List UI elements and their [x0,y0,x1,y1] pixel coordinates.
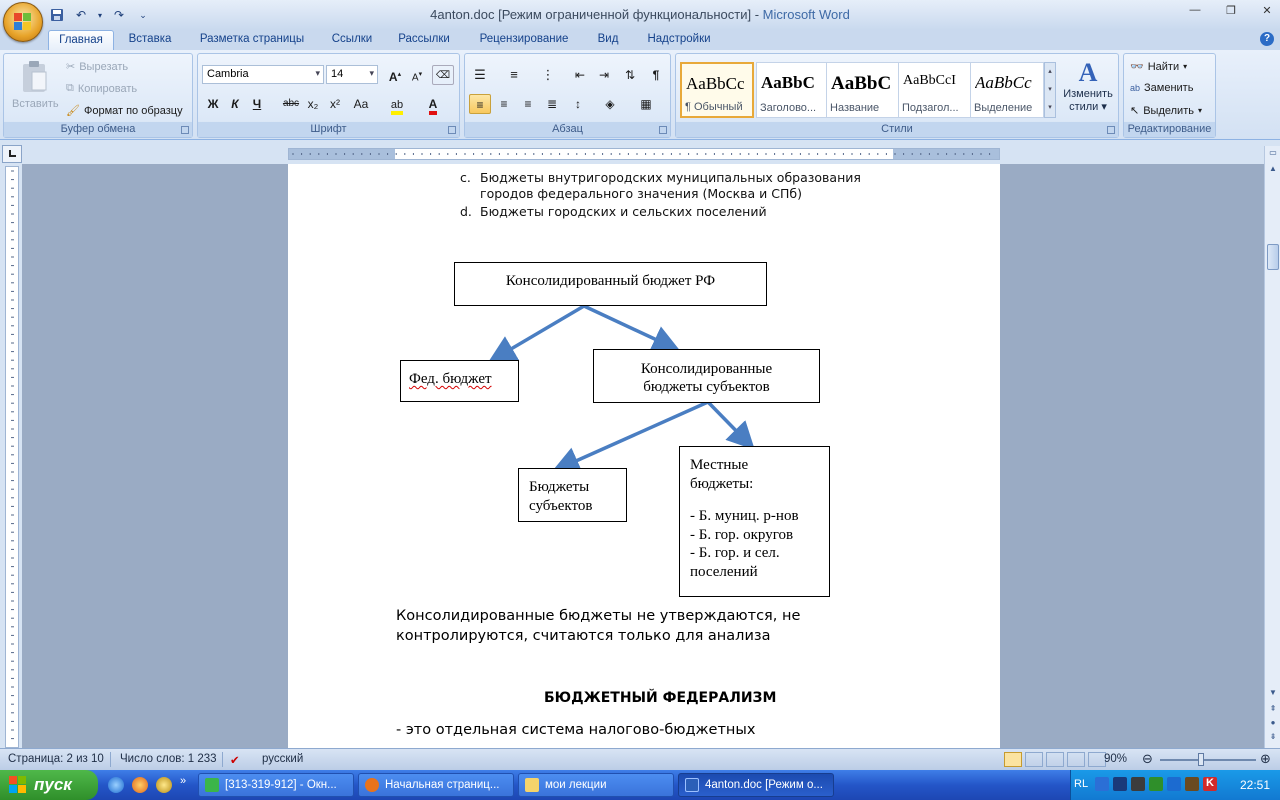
language-indicator[interactable]: русский [262,753,304,765]
style-sample: AaBbCcI [903,73,956,88]
diagram-box-text: субъектов [529,498,593,514]
diagram-box-subjects-consolidated [593,349,820,403]
taskbar-button-label: [313-319-912] - Окн... [225,779,337,791]
multilevel-list-icon[interactable]: ⋮ [541,67,555,82]
web-layout-icon[interactable] [1046,752,1064,767]
diagram-box-text: - Б. муниц. р-нов [690,508,799,524]
select-label: Выделить [1143,104,1194,117]
ruler-toggle-icon[interactable]: ▭ [1269,148,1277,157]
window-icon [205,778,219,792]
start-label: пуск [34,775,72,794]
tray-icon[interactable] [1095,777,1109,791]
shrink-font-label: A [411,72,419,84]
copy-button[interactable] [66,82,137,95]
horizontal-ruler[interactable] [288,148,1000,160]
diagram-box-federal [400,360,519,402]
paragraph-launcher-icon[interactable] [659,126,667,134]
highlight-icon[interactable]: ab [386,94,408,114]
paragraph [396,606,876,646]
scroll-down-icon[interactable]: ▼ [1269,688,1277,697]
ribbon [0,50,1280,140]
redo-icon[interactable]: ↷ [113,8,125,22]
quicklaunch-more-icon[interactable]: » [180,775,187,787]
firefox-icon [365,778,379,792]
copy-icon: ⧉ [66,82,74,94]
arrow [494,306,584,359]
justify-icon[interactable]: ≣ [546,97,558,111]
title-separator: - [751,7,763,22]
increase-indent-icon[interactable]: ⇥ [598,68,610,82]
full-screen-reading-icon[interactable] [1025,752,1043,767]
app-name: Microsoft Word [762,7,850,22]
taskbar-button-label: мои лекции [545,779,607,791]
grow-font-label: A [388,70,398,84]
taskbar-button-label: 4anton.doc [Режим о... [705,779,823,791]
change-styles-button[interactable] [1060,58,1116,120]
word-count[interactable]: Число слов: 1 233 [120,753,217,765]
cut-button[interactable] [66,60,128,73]
paragraph-line: Консолидированные бюджеты не утверждаются, не [396,608,801,624]
change-styles-label1: Изменить [1063,88,1113,100]
winamp-icon[interactable] [156,777,172,793]
tray-icon[interactable] [1185,777,1199,791]
subscript-button[interactable]: x₂ [307,97,319,111]
next-page-icon[interactable]: ⇟ [1269,732,1277,741]
start-button[interactable] [0,770,98,800]
section-heading: БЮДЖЕТНЫЙ ФЕДЕРАЛИЗМ [544,690,777,706]
change-styles-label2: стили [1069,101,1099,113]
close-button[interactable]: ✕ [1262,5,1272,17]
tray-icon[interactable] [1149,777,1163,791]
tab-references[interactable]: Ссылки [331,33,373,45]
diagram-box-root [454,262,767,306]
styles-group [675,53,1119,138]
help-icon[interactable]: ? [1260,32,1274,46]
paragraph [396,720,876,740]
style-name: ¶ Обычный [685,101,743,113]
zoom-out-icon[interactable]: ⊖ [1142,751,1153,766]
view-buttons [1004,752,1106,767]
zoom-in-icon[interactable]: ⊕ [1260,751,1271,766]
style-heading[interactable] [756,62,830,118]
select-button[interactable]: ↖ Выделить ▾ [1130,104,1202,117]
windows-flag-icon [9,776,27,794]
style-name: Выделение [974,102,1033,114]
list-marker: c. [460,170,471,185]
shading-icon[interactable]: ◈ [605,97,615,111]
ruler-ticks [6,167,18,747]
clipboard-group-label: Буфер обмена [4,122,192,137]
document-area [22,164,1264,748]
replace-button[interactable] [1130,82,1193,94]
superscript-button[interactable]: x² [330,97,340,111]
decrease-indent-icon[interactable]: ⇤ [574,68,586,82]
style-sample: AaBbC [831,73,892,94]
office-button[interactable] [3,2,43,42]
underline-button[interactable]: Ч [252,97,262,111]
format-painter-label: Формат по образцу [83,104,183,117]
tray-icon[interactable] [1113,777,1127,791]
ie-icon[interactable] [108,777,124,793]
style-sample: AaBbC [761,73,815,92]
editing-group-label: Редактирование [1124,122,1215,137]
list-marker: d. [460,204,472,219]
federal-budget-text: Фед. бюджет [409,371,492,387]
cut-label: Вырезать [79,60,129,73]
clipboard-group [3,53,193,138]
tab-review[interactable]: Рецензирование [479,33,569,45]
numbering-icon[interactable]: ≡ [510,67,518,82]
title-bar [0,0,1280,30]
window-title [0,7,1280,22]
bullets-icon[interactable]: ☰ [474,67,486,82]
document-title: 4anton.doc [Режим ограниченной функциональности] [430,7,752,22]
font-size-combo[interactable]: 14 ▾ [326,65,378,84]
styles-scroll[interactable]: ▴ ▾ ▾ [1044,62,1056,118]
italic-button[interactable]: К [231,97,239,111]
tab-home[interactable]: Главная [48,30,114,50]
list-text: Бюджеты городских и сельских поселений [480,204,767,219]
tray-icon[interactable] [1167,777,1181,791]
tab-selector[interactable] [2,145,22,163]
clipboard-launcher-icon[interactable] [181,126,189,134]
find-label: Найти [1147,60,1180,73]
antivirus-icon[interactable]: K [1203,777,1217,791]
customize-qat-icon[interactable]: ⌄ [139,9,147,20]
undo-icon[interactable]: ↶ [75,8,87,22]
diagram-box-text: Консолидированный бюджет РФ [505,273,716,289]
taskbar-button[interactable] [518,773,674,797]
style-sample: AaBbCc [686,74,745,93]
diagram-box-text: - Б. гор. и сел. [690,545,780,561]
format-painter-button[interactable] [66,104,183,117]
clear-formatting-icon[interactable]: ⌫ [432,65,454,85]
replace-label: Заменить [1144,82,1194,94]
line-spacing-icon[interactable]: ↕ [575,97,581,111]
maximize-button[interactable]: ❐ [1226,5,1236,17]
zoom-slider-thumb[interactable] [1198,753,1204,766]
qat-dropdown-icon[interactable]: ▾ [97,10,102,20]
diagram-box-text [409,371,492,387]
scroll-thumb[interactable] [1267,244,1279,270]
vertical-ruler[interactable] [5,166,19,748]
style-name: Заголово... [760,102,817,114]
taskbar [0,770,1280,800]
diagram-box-text: бюджеты: [690,475,754,492]
diagram-box-subjects [518,468,627,522]
borders-icon[interactable]: ▦ [640,97,652,111]
prev-page-icon[interactable]: ⇞ [1269,704,1277,713]
style-normal[interactable] [680,62,754,118]
paragraph-line: контролируются, считаются только для анализа [396,628,771,644]
paste-label: Вставить [12,98,59,110]
font-group-label: Шрифт [198,122,459,137]
proofing-icon[interactable]: ✔ [230,755,240,767]
zoom-slider[interactable] [1160,759,1256,761]
align-right-icon[interactable]: ≡ [524,97,532,111]
styles-launcher-icon[interactable] [1107,126,1115,134]
arrow [708,402,750,445]
office-logo-icon [14,13,32,31]
tab-view[interactable]: Вид [597,33,619,45]
style-name: Подзагол... [902,102,959,114]
sort-icon[interactable]: ⇅ [624,68,636,82]
taskbar-button[interactable] [198,773,354,797]
arrow [584,306,674,348]
tab-mailings[interactable]: Рассылки [398,33,450,45]
change-case-button[interactable]: Aa [353,97,369,111]
taskbar-button-label: Начальная страниц... [385,779,500,791]
scissors-icon: ✂ [66,61,76,73]
list-text: Бюджеты внутригородских муниципальных образования [480,170,861,185]
grow-font-button[interactable]: A▴ [388,70,402,84]
binoculars-icon: 👓 [1130,61,1144,73]
scroll-up-icon[interactable]: ▲ [1269,164,1277,173]
ruler-ticks [289,149,999,159]
tray-icon[interactable] [1131,777,1145,791]
window-controls [1186,4,1276,18]
diagram-box-text: Бюджеты [529,479,590,495]
paragraph-group [464,53,671,138]
find-button[interactable]: 👓 Найти ▾ [1130,60,1188,73]
strikethrough-button[interactable]: abc [282,98,300,109]
diagram-box-text: Консолидированные [640,361,773,377]
bold-button[interactable]: Ж [207,97,219,111]
diagram-box-text: бюджеты субъектов [643,379,770,395]
copy-label: Копировать [77,82,138,95]
change-styles-label2-row: стили ▾ [1069,101,1107,113]
style-emphasis[interactable] [970,62,1044,118]
diagram-box-text: Местные [690,457,749,473]
paragraph-line: - это отдельная система налогово-бюджетных [396,722,756,738]
paintbrush-icon: 🖌 [66,105,80,117]
tab-addins[interactable]: Надстройки [647,33,711,45]
system-tray [1070,770,1280,800]
show-marks-icon[interactable]: ¶ [652,68,660,82]
firefox-icon[interactable] [132,777,148,793]
clock[interactable]: 22:51 [1239,778,1270,792]
ribbon-tabs [0,30,1280,50]
align-center-icon[interactable]: ≡ [500,97,508,111]
font-name-combo[interactable]: Cambria ▾ [202,65,324,84]
diagram-box-local [679,446,830,597]
folder-icon [525,778,539,792]
taskbar-button[interactable] [358,773,514,797]
align-left-icon[interactable]: ≡ [469,94,491,114]
style-title[interactable] [826,62,900,118]
cursor-icon: ↖ [1130,105,1140,117]
list-text: городов федерального значения (Москва и СПб) [480,186,802,201]
zoom-level[interactable]: 90% [1104,753,1128,765]
taskbar-button[interactable] [678,773,834,797]
vertical-scrollbar[interactable] [1264,146,1280,748]
minimize-button[interactable]: — [1189,4,1201,16]
diagram-box-text: - Б. гор. округов [690,526,794,543]
replace-icon: ab [1130,83,1141,93]
print-layout-icon[interactable] [1004,752,1022,767]
status-bar [0,748,1280,770]
outline-icon[interactable] [1067,752,1085,767]
word-icon [685,778,699,792]
change-styles-icon: A [1078,58,1098,87]
paste-button[interactable] [10,58,62,120]
tab-page-layout[interactable]: Разметка страницы [199,33,305,45]
shrink-font-button[interactable]: A▾ [411,71,423,84]
styles-group-label: Стили [676,122,1118,137]
editing-group [1123,53,1216,138]
document-page[interactable] [288,164,1000,748]
page-indicator[interactable]: Страница: 2 из 10 [8,753,104,765]
style-name: Название [830,102,880,114]
language-indicator[interactable]: RL [1074,778,1089,790]
font-launcher-icon[interactable] [448,126,456,134]
tab-insert[interactable]: Вставка [128,33,172,45]
style-sample: AaBbCc [975,73,1032,92]
font-color-icon[interactable]: A [422,94,444,114]
font-group [197,53,460,138]
diagram-box-text: поселений [690,563,758,580]
paragraph-group-label: Абзац [465,122,670,137]
browse-object-icon[interactable]: ● [1270,718,1276,727]
style-subtitle[interactable] [898,62,972,118]
clipboard-icon [20,60,50,94]
